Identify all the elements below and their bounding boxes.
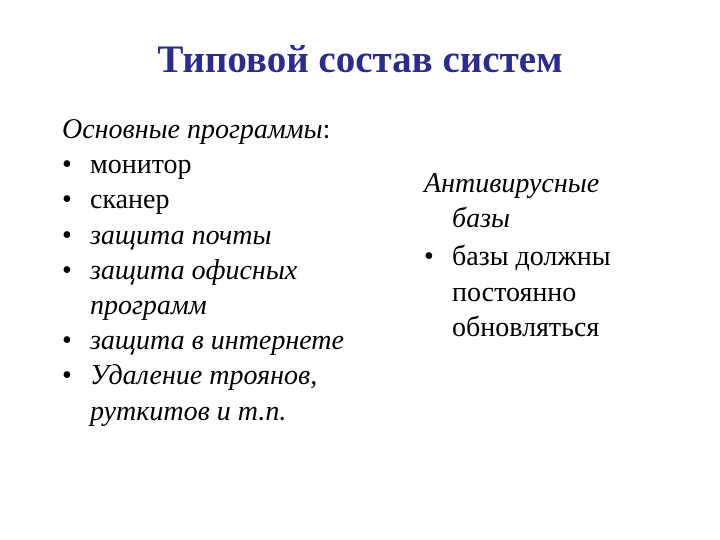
right-heading: Антивирусные базы [424, 168, 600, 235]
left-bullet-list [62, 147, 402, 429]
left-heading [62, 112, 402, 147]
left-heading-colon: : [322, 114, 331, 145]
list-item [62, 218, 402, 253]
bullet-icon: • [62, 360, 72, 392]
list-item-text: Удаление троянов, руткитов и т.п. [90, 360, 318, 427]
bullet-icon: • [424, 241, 434, 273]
list-item [62, 147, 402, 182]
list-item [62, 182, 402, 217]
list-item-text: защита почты [90, 219, 272, 251]
bullet-icon: • [62, 184, 72, 216]
list-item [62, 358, 402, 428]
left-column [62, 112, 402, 429]
bullet-icon: • [62, 219, 72, 251]
right-bullet-list [424, 239, 664, 345]
list-item [424, 239, 664, 345]
right-column [424, 166, 664, 345]
bullet-icon: • [62, 149, 72, 181]
list-item [62, 253, 402, 323]
list-item-text: защита в интернете [90, 325, 344, 357]
left-heading-text: Основные программы [62, 114, 323, 145]
list-item-text: сканер [90, 184, 170, 216]
list-item-text: монитор [90, 149, 192, 181]
list-item [62, 323, 402, 358]
bullet-icon: • [62, 254, 72, 286]
list-item-text: защита офисных программ [90, 254, 298, 322]
slide-title: Типовой состав систем [157, 38, 563, 81]
bullet-icon: • [62, 325, 72, 357]
list-item-text: базы должны постоянно обновляться [452, 241, 611, 343]
